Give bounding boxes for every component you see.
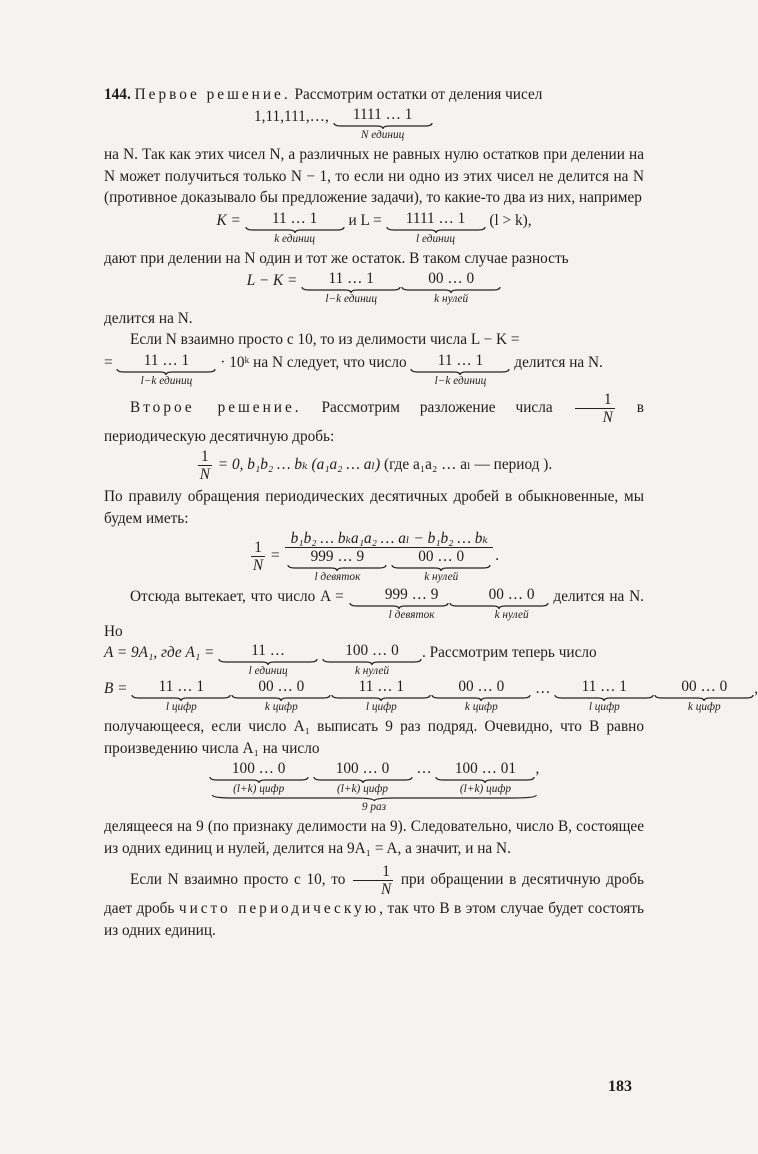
paragraph-7: По правилу обращения периодических десятичных дробей в обыкновенные, мы будем иметь: [104, 488, 644, 527]
paragraph-10: делящееся на 9 (по признаку делимости на 9). Следовательно, число B, состоящее из одних единиц и нулей, делится на 9A₁ = A, а значит, и на N. [104, 818, 644, 857]
equation-k-l: K = 11 … 1 k единиц и L = 1111 … 1 l единиц (l > k), [216, 209, 532, 245]
paragraph-8-line-2: A = 9A₁, где A₁ = 11 … l единиц 100 … 0 k нулей . Рассмотрим теперь число [104, 642, 597, 678]
paragraph-6: Второе решение. Рассмотрим разложение числа $\frac{1}{N}$ в периодическую десятичную дробь: [104, 390, 645, 445]
outer-underbrace-9-times: 100 … 0 (l+k) цифр 100 … 0 (l+k) цифр … 100 … 01 (l+k) цифр , 9 раз [209, 760, 540, 813]
paragraph-5: Если N взаимно просто с 10, то из делимости числа L − K = [130, 331, 520, 349]
sequence: 1,11,111,…, [254, 108, 329, 126]
paragraph-1-text: Рассмотрим остатки от деления чисел [294, 86, 543, 103]
paragraph-9: получающееся, если число A₁ выписать 9 раз подряд. Очевидно, что B равно произведению числа A₁ на число [104, 718, 644, 757]
fraction-1-over-n: $\frac{1}{N}$ [575, 391, 615, 426]
sequence-equation [104, 106, 644, 141]
paragraph-8: Отсюда вытекает, что число A = 999 … 9 l девяток 00 … 0 k нулей делится на N. Но [104, 586, 644, 641]
paragraph-11: Если N взаимно просто с 10, то $\frac{1}{N}$ при обращении в десятичную дробь дает дробь чисто периодическую, так что B в этом случае будет состоять из одних единиц. [104, 863, 645, 939]
first-solution-title: Первое решение. [134, 86, 291, 103]
equation-c [104, 760, 644, 813]
equation-period: $\frac{1}{N}$ = 0, b₁b₂ … bₖ (a₁a₂ … aₗ) (где a₁a₂ … aₗ — период ). [199, 448, 553, 484]
paragraph-1 [104, 84, 644, 105]
equation-fraction: $\frac{1}{N}$ = b₁b₂ … bₖa₁a₂ … aₗ − b₁b₂ … bₖ 999 … 9 l девяток 00 … 0 k нулей . [252, 530, 500, 584]
underbrace-k: 11 … 1 k единиц [245, 210, 345, 245]
problem-number: 144. [104, 86, 131, 103]
paragraph-5-continued: = 11 … 1 l−k единиц · 10ᵏ на N следует, что число 11 … 1 l−k единиц делится на N. [104, 351, 603, 387]
underbrace-l: 1111 … 1 l единиц [386, 210, 486, 245]
page-content [104, 84, 758, 941]
paragraph-3: дают при делении на N один и тот же остаток. В таком случае разность [104, 249, 569, 267]
page-number: 183 [608, 1078, 632, 1095]
paragraph-4: делится на N. [104, 310, 193, 328]
paragraph-2: на N. Так как этих чисел N, а различных не равных нулю остатков при делении на N может получиться только N − 1, то если ни одно из этих чисел не делится на N (противное доказывало бы предложение задачи), то какие-то два из них, например [104, 146, 644, 207]
underbrace-n-units: 1111 … 1 N единиц [333, 106, 433, 141]
second-solution-title: Второе решение. [130, 398, 302, 416]
equation-b: B = 11 … 1 l цифр 00 … 0 k цифр 11 … 1 l цифр 00 … 0 k цифр … 11 … 1 l цифр 00 … 0 k цифр , [104, 678, 758, 714]
equation-difference: L − K = 11 … 1 l−k единиц 00 … 0 k нулей [104, 270, 644, 305]
